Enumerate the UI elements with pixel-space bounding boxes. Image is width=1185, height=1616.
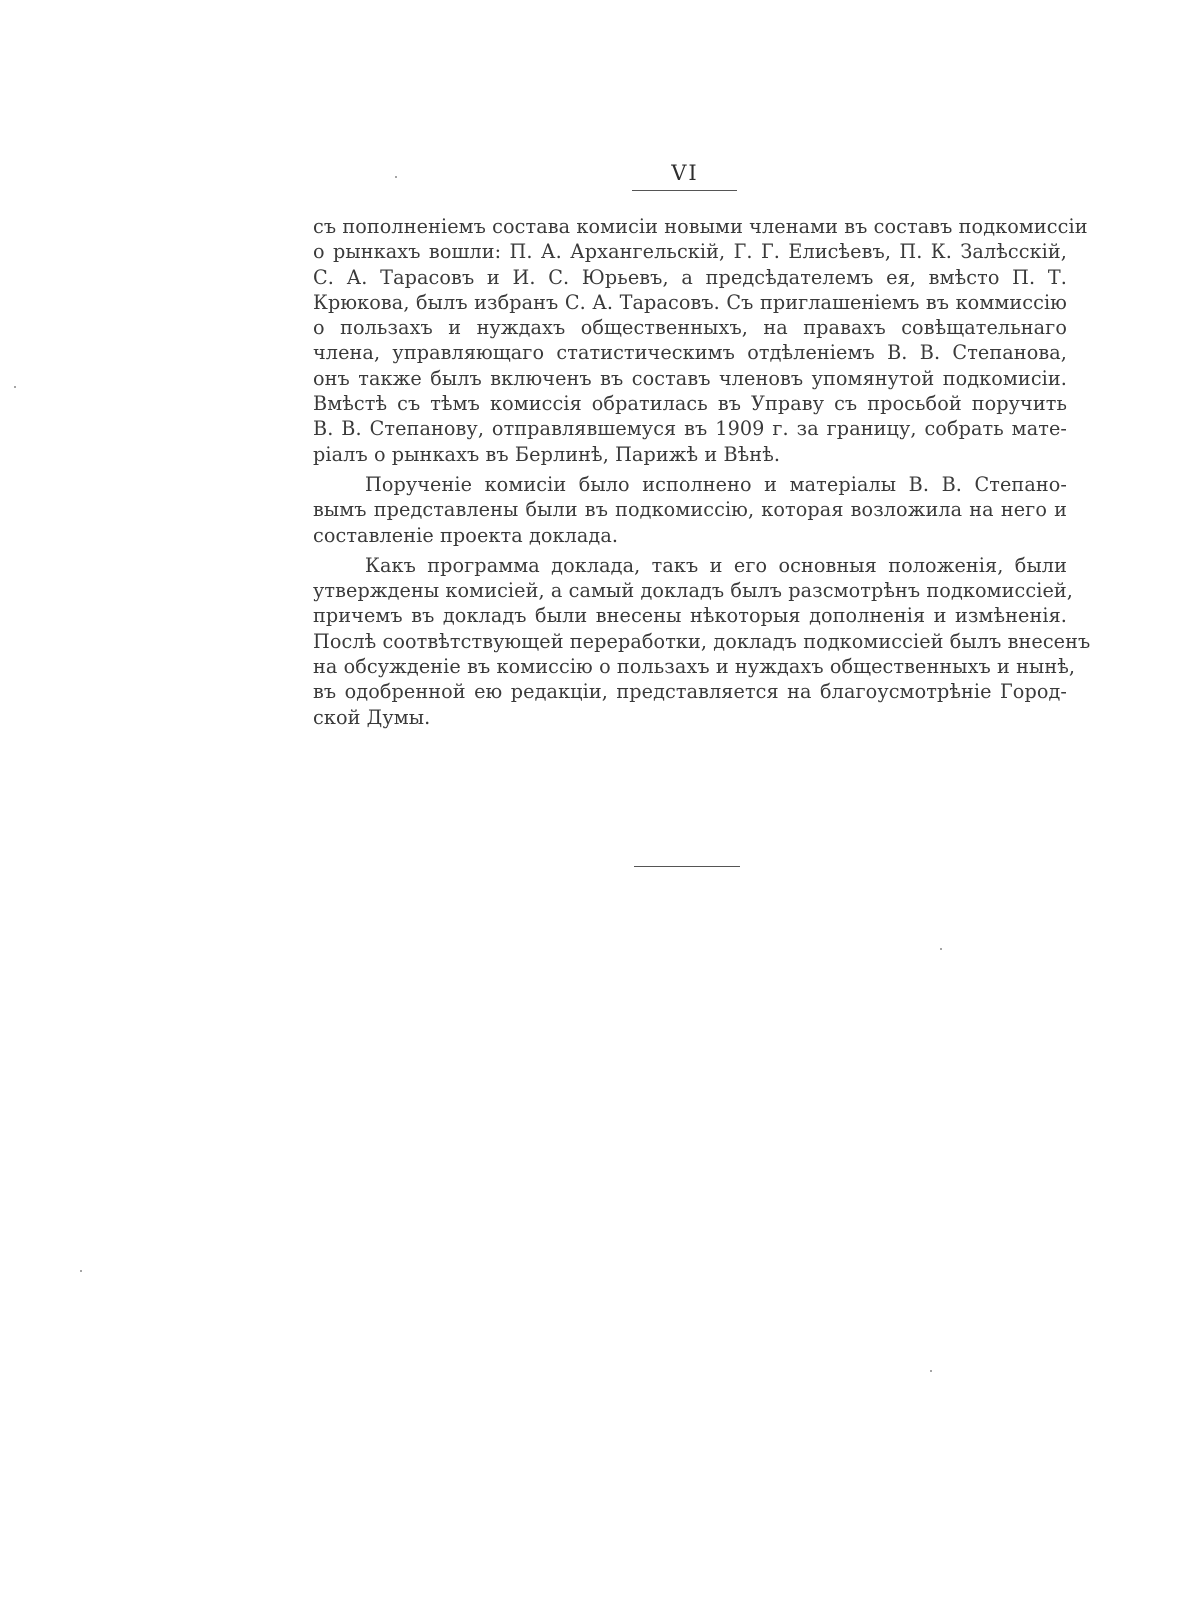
text-line: утверждены комисіей, а самый докладъ былъ разсмотрѣнъ подкомиссіей, — [313, 579, 1073, 603]
page-number: VI — [671, 161, 699, 185]
text-line: Какъ программа доклада, такъ и его основныя положенія, были — [365, 553, 1067, 577]
closing-rule — [634, 866, 740, 867]
scan-speck — [940, 948, 942, 950]
scan-speck — [80, 1270, 82, 1272]
text-line: о рынкахъ вошли: П. А. Архангельскій, Г. Г. Елисѣевъ, П. К. Залѣсскій, — [313, 240, 1067, 264]
text-line: Вмѣстѣ съ тѣмъ комиссія обратилась въ Управу съ просьбой поручить — [313, 392, 1067, 416]
text-line: Крюкова, былъ избранъ С. А. Тарасовъ. Съ приглашеніемъ въ коммиссію — [313, 290, 1067, 314]
text-line: на обсужденіе въ комиссію о пользахъ и нуждахъ общественныхъ и нынѣ, — [313, 655, 1076, 679]
text-line: вымъ представлены были въ подкомиссію, которая возложила на него и — [313, 498, 1067, 522]
scan-speck — [14, 386, 16, 388]
paragraph-3 — [313, 553, 1091, 730]
text-line: онъ также былъ включенъ въ составъ членовъ упомянутой подкомисіи. — [313, 366, 1067, 390]
text-line: ріалъ о рынкахъ въ Берлинѣ, Парижѣ и Вѣнѣ. — [313, 442, 781, 466]
text-line: В. В. Степанову, отправлявшемуся въ 1909 г. за границу, собрать мате- — [313, 417, 1067, 441]
text-line: составленіе проекта доклада. — [313, 523, 619, 547]
paragraph-1 — [313, 214, 1088, 467]
text-line: Послѣ соотвѣтствующей переработки, докладъ подкомиссіей былъ внесенъ — [313, 629, 1091, 653]
text-line: причемъ въ докладъ были внесены нѣкоторыя дополненія и измѣненія. — [313, 604, 1067, 628]
text-line: члена, управляющаго статистическимъ отдѣленіемъ В. В. Степанова, — [313, 341, 1067, 365]
scan-speck — [930, 1370, 932, 1372]
text-line: съ пополненіемъ состава комисіи новыми членами въ составъ подкомиссіи — [313, 215, 1088, 238]
text-line: С. А. Тарасовъ и И. С. Юрьевъ, а предсѣдателемъ ея, вмѣсто П. Т. — [313, 265, 1067, 289]
text-line: Порученіе комисіи было исполнено и матеріалы В. В. Степано- — [365, 472, 1067, 496]
text-line: ской Думы. — [313, 705, 431, 729]
text-line: въ одобренной ею редакціи, представляется на благоусмотрѣніе Город- — [313, 680, 1067, 704]
scan-speck — [395, 176, 397, 178]
header-rule — [632, 190, 737, 191]
paragraph-2 — [313, 472, 1067, 548]
body-text — [313, 214, 1091, 735]
text-line: о пользахъ и нуждахъ общественныхъ, на правахъ совѣщательнаго — [313, 316, 1067, 340]
